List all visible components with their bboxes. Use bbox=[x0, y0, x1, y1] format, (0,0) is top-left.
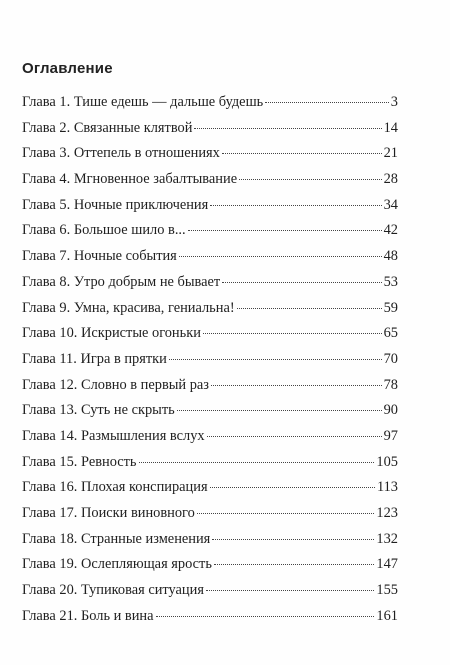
chapter-label: Глава 1. bbox=[22, 94, 71, 110]
chapter-label: Глава 20. bbox=[22, 582, 78, 599]
dot-leader bbox=[179, 256, 382, 257]
chapter-label: Глава 9. bbox=[22, 299, 71, 316]
dot-leader bbox=[169, 359, 382, 360]
dot-leader bbox=[265, 102, 389, 103]
toc-list bbox=[22, 93, 398, 632]
toc-entry bbox=[22, 119, 398, 145]
toc-entry-title bbox=[22, 119, 192, 137]
toc-entry bbox=[22, 350, 398, 376]
page-number: 34 bbox=[383, 196, 398, 213]
page-number: 48 bbox=[383, 248, 398, 265]
toc-entry-title bbox=[22, 93, 263, 111]
page-number: 65 bbox=[383, 325, 398, 342]
toc-entry bbox=[22, 478, 398, 504]
chapter-label: Глава 7. bbox=[22, 248, 71, 265]
dot-leader bbox=[197, 513, 375, 514]
chapter-label: Глава 14. bbox=[22, 427, 78, 444]
chapter-title: Искристые огоньки bbox=[81, 325, 201, 342]
page-number: 147 bbox=[376, 556, 398, 573]
page-number: 123 bbox=[376, 505, 398, 521]
toc-entry-title bbox=[22, 504, 195, 522]
page-number: 28 bbox=[383, 171, 398, 188]
dot-leader bbox=[222, 282, 381, 283]
chapter-label: Глава 2. bbox=[22, 119, 71, 136]
chapter-title: Утро добрым не бывает bbox=[73, 273, 221, 290]
page-number: 155 bbox=[376, 582, 398, 599]
chapter-title: Большое шило в... bbox=[73, 222, 186, 239]
page-number: 113 bbox=[376, 479, 398, 496]
toc-entry bbox=[22, 273, 398, 299]
dot-leader bbox=[188, 230, 382, 231]
dot-leader bbox=[239, 179, 382, 180]
toc-entry bbox=[22, 530, 398, 556]
toc-entry bbox=[22, 427, 398, 453]
chapter-label: Глава 11. bbox=[22, 350, 77, 367]
toc-entry-title bbox=[22, 273, 220, 291]
chapter-label: Глава 17. bbox=[22, 505, 78, 521]
page-number: 70 bbox=[383, 350, 398, 367]
dot-leader bbox=[206, 590, 374, 591]
dot-leader bbox=[210, 487, 375, 488]
chapter-label: Глава 13. bbox=[22, 402, 78, 419]
toc-entry bbox=[22, 453, 398, 479]
toc-entry bbox=[22, 247, 398, 273]
chapter-title: Словно в первый раз bbox=[81, 376, 209, 393]
chapter-title: Размышления вслух bbox=[81, 427, 205, 444]
dot-leader bbox=[237, 308, 382, 309]
chapter-label: Глава 21. bbox=[22, 607, 78, 624]
dot-leader bbox=[207, 436, 382, 437]
dot-leader bbox=[139, 462, 375, 463]
chapter-title: Ночные события bbox=[73, 248, 177, 265]
toc-heading: Оглавление bbox=[22, 60, 113, 77]
toc-entry bbox=[22, 376, 398, 402]
toc-entry-title bbox=[22, 581, 204, 599]
toc-entry bbox=[22, 607, 398, 633]
chapter-title: Поиски виновного bbox=[81, 505, 195, 521]
chapter-title: Боль и вина bbox=[81, 607, 154, 624]
toc-entry-title bbox=[22, 376, 209, 394]
page-number: 161 bbox=[376, 607, 398, 624]
dot-leader bbox=[212, 539, 374, 540]
toc-entry bbox=[22, 401, 398, 427]
page-number: 42 bbox=[383, 222, 398, 239]
chapter-title: Оттепель в отношениях bbox=[73, 145, 220, 162]
page-number: 59 bbox=[383, 299, 398, 316]
chapter-label: Глава 16. bbox=[22, 479, 78, 496]
chapter-title: Ночные приключения bbox=[73, 196, 209, 213]
chapter-label: Глава 15. bbox=[22, 453, 78, 470]
dot-leader bbox=[211, 385, 382, 386]
toc-entry-title bbox=[22, 170, 237, 188]
dot-leader bbox=[177, 410, 382, 411]
chapter-label: Глава 5. bbox=[22, 196, 71, 213]
page-number: 53 bbox=[383, 273, 398, 290]
dot-leader bbox=[203, 333, 382, 334]
chapter-label: Глава 18. bbox=[22, 530, 78, 547]
chapter-title: Ослепляющая ярость bbox=[81, 556, 212, 573]
dot-leader bbox=[194, 128, 381, 129]
toc-entry bbox=[22, 93, 398, 119]
chapter-label: Глава 4. bbox=[22, 171, 71, 188]
toc-entry-title bbox=[22, 401, 175, 419]
toc-entry-title bbox=[22, 607, 154, 625]
toc-entry bbox=[22, 324, 398, 350]
toc-entry bbox=[22, 221, 398, 247]
toc-entry-title bbox=[22, 196, 208, 214]
dot-leader bbox=[210, 205, 381, 206]
chapter-title: Плохая конспирация bbox=[81, 479, 208, 496]
toc-entry bbox=[22, 299, 398, 325]
chapter-label: Глава 10. bbox=[22, 325, 78, 342]
chapter-title: Тупиковая ситуация bbox=[81, 582, 204, 599]
toc-entry bbox=[22, 555, 398, 581]
toc-entry bbox=[22, 581, 398, 607]
chapter-title: Ревность bbox=[81, 453, 137, 470]
toc-entry bbox=[22, 144, 398, 170]
dot-leader bbox=[222, 153, 382, 154]
chapter-title: Суть не скрыть bbox=[81, 402, 175, 419]
chapter-title: Мгновенное забалтывание bbox=[73, 171, 238, 188]
page-number: 3 bbox=[390, 94, 398, 110]
chapter-title: Странные изменения bbox=[81, 530, 211, 547]
toc-entry-title bbox=[22, 221, 186, 239]
chapter-label: Глава 19. bbox=[22, 556, 78, 573]
page-number: 21 bbox=[383, 145, 398, 162]
toc-entry-title bbox=[22, 530, 210, 548]
toc-entry-title bbox=[22, 144, 220, 162]
page-number: 105 bbox=[376, 453, 398, 470]
chapter-title: Связанные клятвой bbox=[73, 119, 193, 136]
toc-entry-title bbox=[22, 427, 205, 445]
toc-entry bbox=[22, 170, 398, 196]
toc-entry-title bbox=[22, 453, 137, 471]
toc-entry-title bbox=[22, 350, 167, 368]
toc-entry bbox=[22, 504, 398, 530]
page-number: 90 bbox=[383, 402, 398, 419]
toc-entry-title bbox=[22, 555, 212, 573]
chapter-label: Глава 8. bbox=[22, 273, 71, 290]
toc-entry-title bbox=[22, 478, 208, 496]
dot-leader bbox=[156, 616, 375, 617]
chapter-title: Игра в прятки bbox=[80, 350, 167, 367]
chapter-label: Глава 12. bbox=[22, 376, 78, 393]
page-number: 132 bbox=[376, 530, 398, 547]
chapter-title: Тише едешь — дальше будешь bbox=[73, 94, 264, 110]
chapter-title: Умна, красива, гениальна! bbox=[73, 299, 235, 316]
toc-entry bbox=[22, 196, 398, 222]
toc-entry-title bbox=[22, 324, 201, 342]
toc-entry-title bbox=[22, 247, 177, 265]
page-number: 97 bbox=[383, 427, 398, 444]
page-number: 78 bbox=[383, 376, 398, 393]
chapter-label: Глава 6. bbox=[22, 222, 71, 239]
toc-entry-title bbox=[22, 299, 235, 317]
dot-leader bbox=[214, 564, 375, 565]
chapter-label: Глава 3. bbox=[22, 145, 71, 162]
page-number: 14 bbox=[383, 119, 398, 136]
